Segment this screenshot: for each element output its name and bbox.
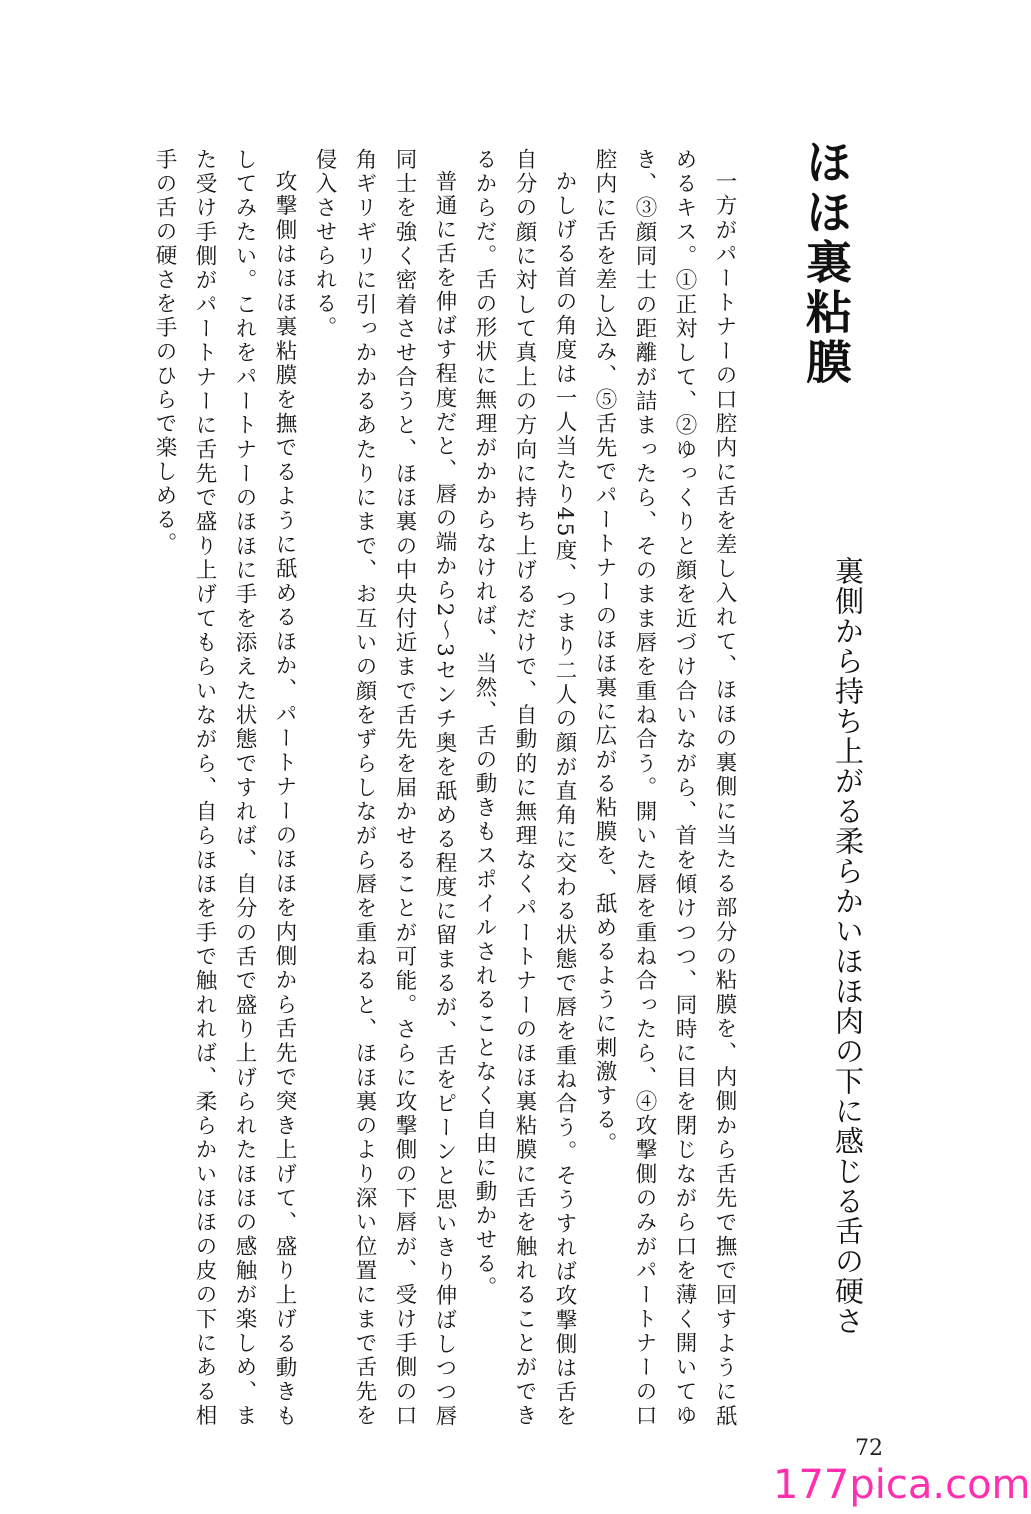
paragraph-4: 攻撃側はほほ裏粘膜を撫でるように舐めるほか、パートナーのほほを内側から舌先で突き上げて、盛り上げる動きもしてみたい。これをパートナーのほほに手を添えた状態ですれば、自分の舌で盛り上げられたほほの感触が楽しめ、また受け手側がパートナーに舌先で盛り上げてもらいながら、自らほほを手で触れれば、柔らかいほほの皮の下にある相手の舌の硬さを手のひらで楽しめる。 — [152, 148, 297, 1428]
section-title: ほほ裏粘膜 — [799, 138, 853, 388]
page-number: 72 — [855, 1436, 883, 1461]
paragraph-3: 普通に舌を伸ばす程度だと、唇の端から2～3センチ奥を舐める程度に留まるが、舌をピーンと思いきり伸ばしつつ唇同士を強く密着させ合うと、ほほ裏の中央付近まで舌先を届かせることが可能。さらに攻撃側の下唇が、受け手側の口角ギリギリに引っかかるあたりにまで、お互いの顔をずらしながら唇を重ねると、ほほ裏のより深い位置にまで舌先を侵入させられる。 — [312, 148, 457, 1428]
watermark-text: 177pica.com — [773, 1462, 1031, 1508]
body-text — [84, 148, 744, 1428]
paragraph-2: かしげる首の角度は一人当たり45度、つまり二人の顔が直角に交わる状態で唇を重ね合う。そうすれば攻撃側は舌を自分の顔に対して真上の方向に持ち上げるだけで、自動的に無理なくパートナーのほほ裏粘膜に舌を触れることができるからだ。舌の形状に無理がかからなければ、当然、舌の動きもスポイルされることなく自由に動かせる。 — [472, 148, 577, 1428]
paragraph-1: 一方がパートナーの口腔内に舌を差し入れて、ほほの裏側に当たる部分の粘膜を、内側から舌先で撫で回すように舐めるキス。①正対して、②ゆっくりと顔を近づけ合いながら、首を傾けつつ、同時に目を閉じながら口を薄く開いてゆき、③顔同士の距離が詰まったら、そのまま唇を重ね合う。開いた唇を重ね合ったら、④攻撃側のみがパートナーの口腔内に舌を差し込み、⑤舌先でパートナーのほほ裏に広がる粘膜を、舐めるように刺激する。 — [592, 148, 737, 1428]
section-subtitle: 裏側から持ち上がる柔らかいほほ肉の下に感じる舌の硬さ — [831, 556, 865, 1336]
